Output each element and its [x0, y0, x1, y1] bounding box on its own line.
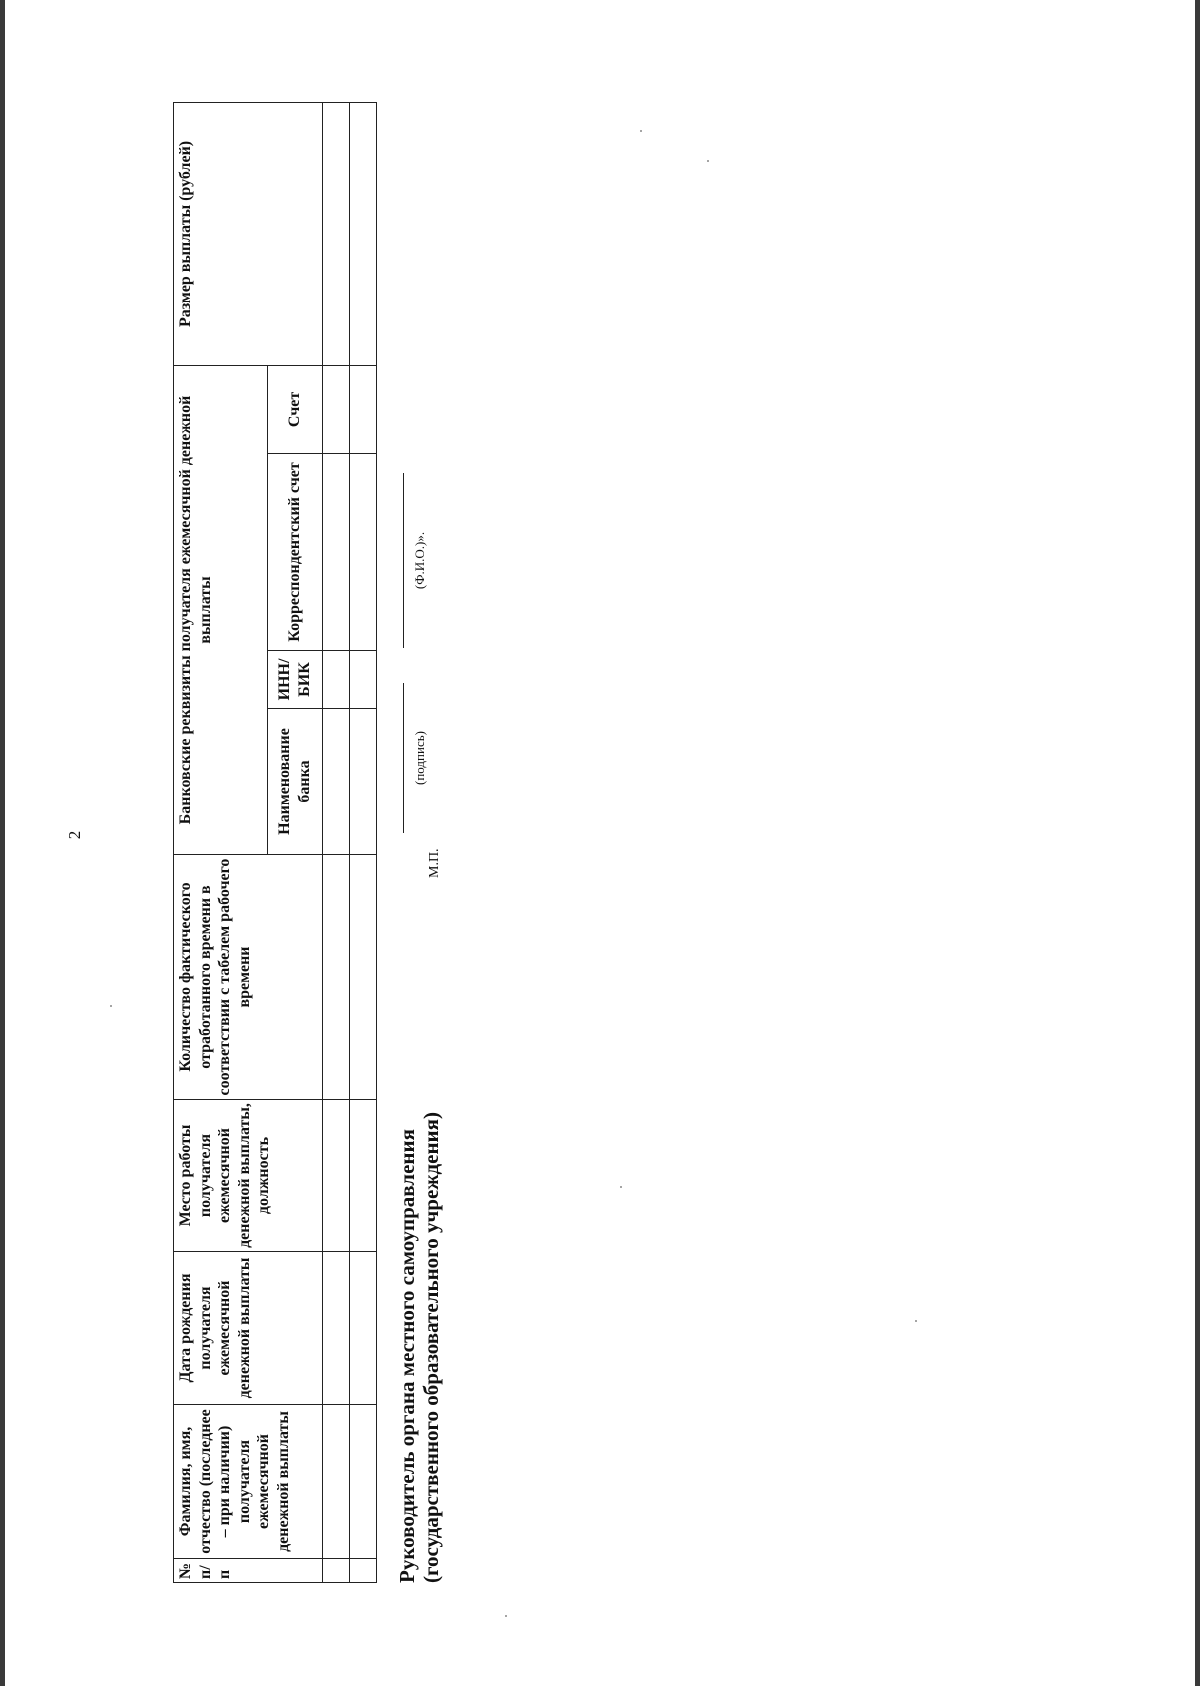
stamp-label: М.П. — [427, 848, 442, 878]
col-header-inn-bik: ИНН/ БИК — [268, 651, 323, 709]
table-cell — [350, 1252, 377, 1405]
scan-speck — [620, 1186, 622, 1188]
scan-speck — [110, 1005, 112, 1007]
table-cell — [323, 1100, 350, 1252]
table-cell — [350, 102, 377, 365]
fio-caption: (Ф.И.О.)». — [412, 531, 427, 590]
table-cell — [350, 855, 377, 1100]
scan-speck — [505, 1615, 507, 1617]
table-cell — [350, 1405, 377, 1559]
table-row — [323, 102, 350, 1582]
col-header-worked-time: Количество фактического отработанного времени в соответствии с табелем рабочего времени — [174, 855, 323, 1100]
table-cell — [350, 365, 377, 453]
table-cell — [323, 102, 350, 365]
scan-edge-left — [0, 0, 5, 1686]
table-cell — [323, 651, 350, 709]
scan-edge-right — [1195, 0, 1200, 1686]
col-header-fio: Фамилия, имя, отчество (последнее – при наличии) получателя ежемесячной денежной выплаты — [174, 1405, 323, 1559]
table-cell — [323, 365, 350, 453]
payment-table — [173, 102, 377, 1583]
col-header-birth-date: Дата рождения получателя ежемесячной денежной выплаты — [174, 1252, 323, 1405]
scan-speck — [915, 1320, 917, 1322]
table-cell — [350, 454, 377, 651]
table-cell — [323, 855, 350, 1100]
table-cell — [350, 1559, 377, 1583]
table-cell — [323, 1252, 350, 1405]
signature-caption: (подпись) — [412, 731, 427, 785]
table-row — [350, 102, 377, 1582]
table-cell — [350, 1100, 377, 1252]
signature-line[interactable] — [403, 683, 443, 833]
table-cell — [323, 709, 350, 855]
official-title: Руководитель органа местного самоуправления (государственного образовательного учреждения) — [395, 1111, 444, 1583]
table-cell — [350, 709, 377, 855]
page-number: 2 — [65, 830, 84, 840]
table-cell — [323, 454, 350, 651]
col-header-bank-details: Банковские реквизиты получателя ежемесячной денежной выплаты — [174, 365, 268, 854]
scan-speck — [707, 160, 709, 162]
col-header-bank-name: Наименование банка — [268, 709, 323, 855]
col-header-corr-account: Корреспондентский счет — [268, 454, 323, 651]
fio-line[interactable] — [403, 473, 443, 648]
col-header-number: № п/п — [174, 1559, 323, 1583]
scan-speck — [640, 130, 642, 132]
signature-block — [395, 103, 444, 1583]
col-header-workplace: Место работы получателя ежемесячной денежной выплаты, должность — [174, 1100, 323, 1252]
table-cell — [323, 1559, 350, 1583]
table-cell — [323, 1405, 350, 1559]
rotated-page-content — [173, 103, 444, 1583]
col-header-amount: Размер выплаты (рублей) — [174, 102, 323, 365]
col-header-account: Счет — [268, 365, 323, 453]
table-cell — [350, 651, 377, 709]
